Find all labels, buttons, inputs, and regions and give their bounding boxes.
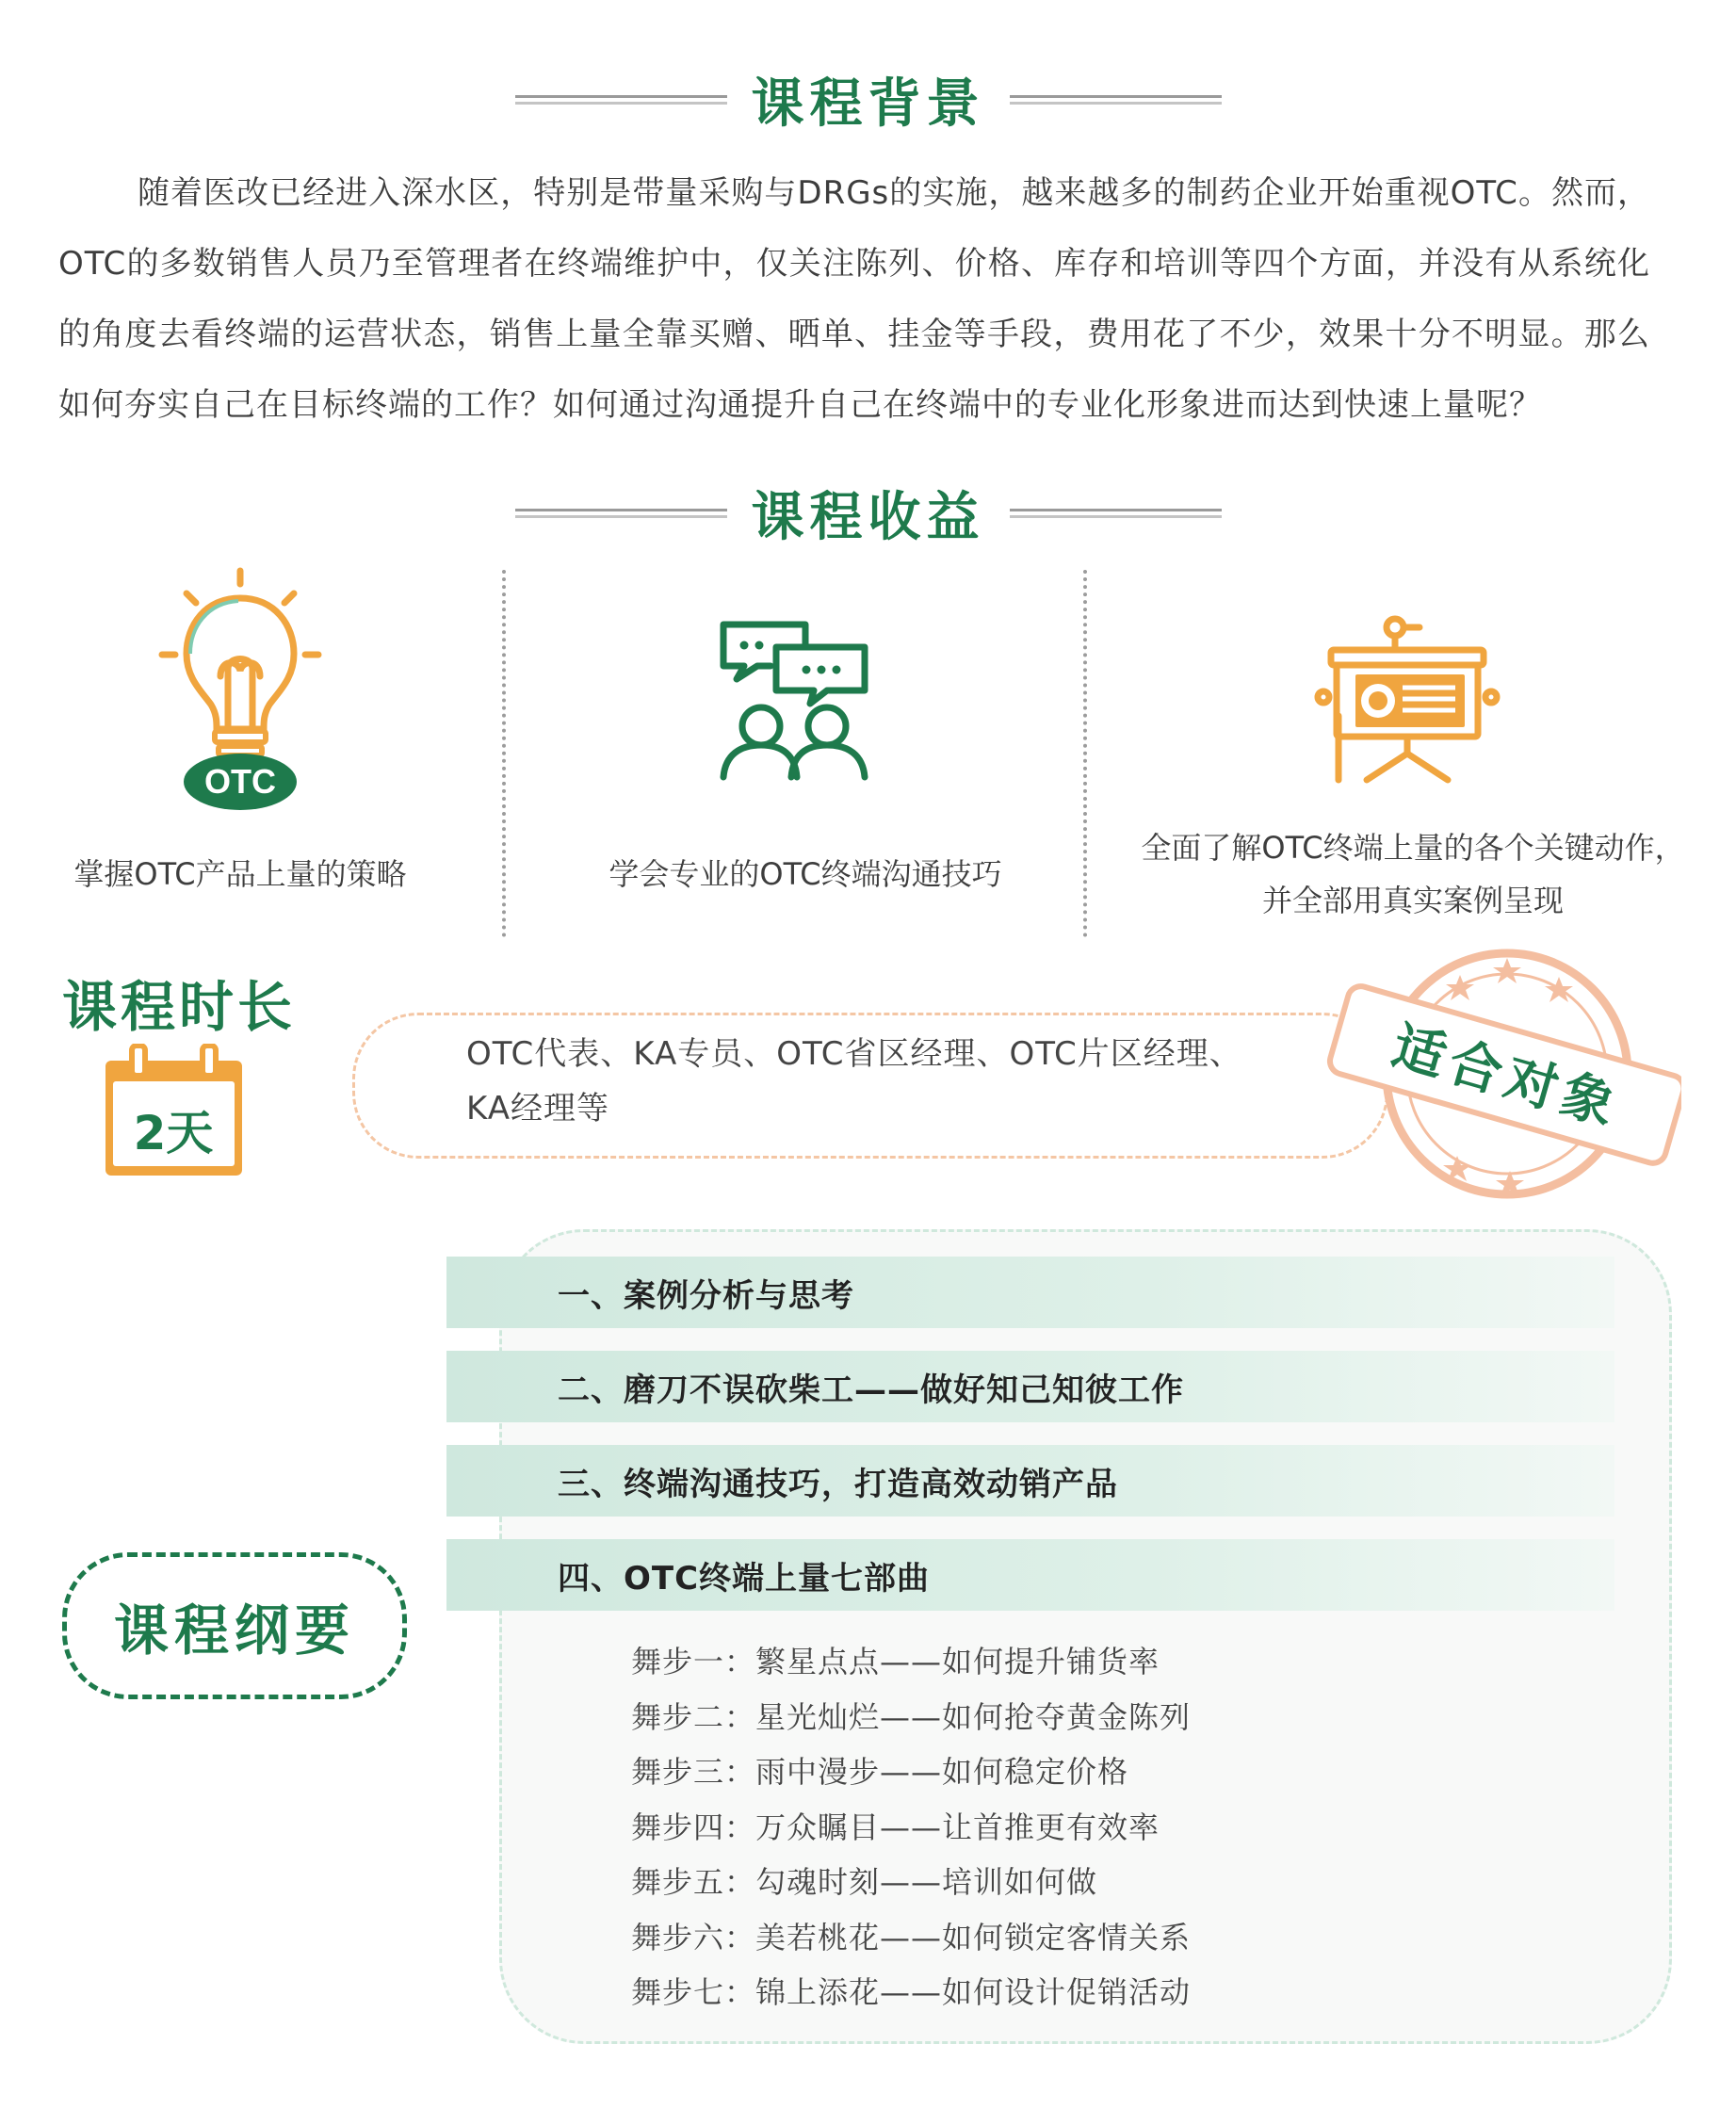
step-list [631, 1634, 1479, 2020]
module-bar [446, 1351, 1614, 1422]
audience-title: 适合对象 [1385, 1014, 1628, 1139]
chat-people-icon [716, 617, 885, 787]
title-decor-right [1010, 95, 1222, 105]
title-decor-left [515, 509, 727, 518]
duration-value: 2天 [133, 1106, 214, 1160]
module-bar [446, 1445, 1614, 1517]
module-title: 二、磨刀不误砍柴工——做好知己知彼工作 [558, 1371, 1184, 1409]
benefit-text-3 [1111, 821, 1714, 927]
title-decor-left [515, 95, 727, 105]
module-title: 四、OTC终端上量七部曲 [558, 1559, 931, 1598]
step-item: 舞步五：勾魂时刻——培训如何做 [631, 1864, 1098, 1900]
audience-stamp [1314, 937, 1681, 1220]
module-bar [446, 1257, 1614, 1328]
outline-title: 课程纲要 [113, 1598, 355, 1663]
benefit-text-3-line1: 全面了解OTC终端上量的各个关键动作， [1141, 830, 1685, 866]
benefit-text-2: 学会专业的OTC终端沟通技巧 [608, 856, 1002, 892]
benefit-divider [1083, 570, 1087, 937]
benefit-divider [502, 570, 506, 937]
otc-badge-text: OTC [204, 762, 276, 801]
step-item: 舞步一：繁星点点——如何提升铺货率 [631, 1644, 1160, 1679]
benefit-text-3-line2: 并全部用真实案例呈现 [1261, 883, 1564, 918]
step-item: 舞步三：雨中漫步——如何稳定价格 [631, 1754, 1129, 1790]
audience-text [466, 1027, 1295, 1136]
presentation-board-icon [1314, 612, 1502, 801]
module-title: 一、案例分析与思考 [558, 1276, 854, 1315]
title-decor-right [1010, 509, 1222, 518]
lightbulb-otc-icon [151, 565, 339, 810]
step-item: 舞步二：星光灿烂——如何抢夺黄金陈列 [631, 1698, 1192, 1735]
step-item: 舞步四：万众瞩目——让首推更有效率 [631, 1809, 1160, 1845]
background-title: 课程背景 [751, 73, 985, 135]
benefits-section-title [0, 476, 1736, 551]
audience-line2: KA经理等 [466, 1090, 609, 1128]
step-item: 舞步六：美若桃花——如何锁定客情关系 [631, 1919, 1192, 1955]
outline-badge [62, 1552, 407, 1699]
module-title: 三、终端沟通技巧，打造高效动销产品 [558, 1465, 1118, 1503]
audience-line1: OTC代表、KA专员、OTC省区经理、OTC片区经理、 [466, 1035, 1242, 1073]
step-item: 舞步七：锦上添花——如何设计促销活动 [631, 1974, 1192, 2010]
duration-title: 课程时长 [62, 975, 297, 1039]
background-paragraph: 随着医改已经进入深水区，特别是带量采购与DRGs的实施，越来越多的制药企业开始重视OTC。然而，OTC的多数销售人员乃至管理者在终端维护中，仅关注陈列、价格、库存和培训等四个方面，并没有从系统化的角度去看终端的运营状态，销售上量全靠买赠、晒单、挂金等手段，费用花了不少，效果十分不明显。那么如何夯实自己在目标终端的工作？如何通过沟通提升自己在终端中的专业化形象进而达到快速上量呢？ [58, 174, 1650, 424]
benefits-title: 课程收益 [751, 487, 985, 548]
background-section-title [0, 62, 1736, 138]
benefit-text-1: 掌握OTC产品上量的策略 [73, 856, 407, 892]
module-bar [446, 1539, 1614, 1611]
calendar-icon [105, 1044, 242, 1176]
